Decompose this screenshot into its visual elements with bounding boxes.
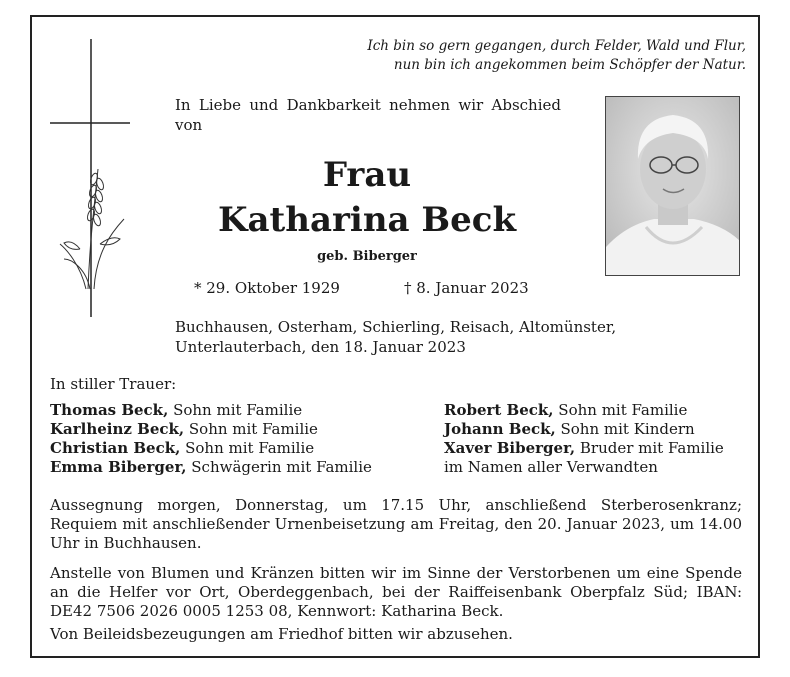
motto-line: Ich bin so gern gegangen, durch Felder, Wald und Flur, — [367, 38, 746, 54]
condolence-note: Von Beileidsbezeugungen am Friedhof bitten wir abzusehen. — [50, 625, 513, 643]
mourner-row — [444, 420, 724, 439]
obituary-card — [30, 15, 760, 658]
mourner-row — [50, 401, 372, 420]
mourner-row — [50, 439, 372, 458]
mourner-relation: im Namen aller Verwandten — [444, 458, 658, 476]
mourner-name: Thomas Beck, — [50, 401, 169, 419]
mourner-name: Johann Beck, — [444, 420, 556, 438]
deceased-title: Frau — [322, 155, 412, 195]
mourner-row — [50, 420, 372, 439]
birth-date: * 29. Oktober 1929 — [194, 279, 340, 297]
deceased-name: Katharina Beck — [217, 200, 517, 240]
mourner-relation: Bruder mit Familie — [575, 439, 724, 457]
places-line: Buchhausen, Osterham, Schierling, Reisach, Altomünster, — [175, 318, 617, 336]
mourner-relation: Schwägerin mit Familie — [186, 458, 372, 476]
mourner-name: Robert Beck, — [444, 401, 554, 419]
donation-info: Anstelle von Blumen und Kränzen bitten wir im Sinne der Verstorbenen um eine Spende an die Helfer vor Ort, Oberdeggenbach, bei der Raiffeisenbank Oberpfalz Süd; IBAN: DE42 7506 2026 0005 1253 08, Kennwort: Katharina Beck. — [50, 564, 742, 620]
maiden-name: geb. Biberger — [317, 249, 417, 264]
mourner-name: Emma Biberger, — [50, 458, 187, 476]
mourner-relation: Sohn mit Familie — [180, 439, 315, 457]
mourner-name: Xaver Biberger, — [444, 439, 576, 457]
mourner-row — [50, 458, 372, 477]
places-line: Unterlauterbach, den 18. Januar 2023 — [175, 338, 466, 356]
intro-text: In Liebe und Dankbarkeit nehmen wir Abschied von — [175, 96, 561, 134]
mourner-relation: Sohn mit Familie — [168, 401, 303, 419]
portrait-photo — [605, 96, 740, 276]
mourner-row — [444, 401, 724, 420]
motto-line: nun bin ich angekommen beim Schöpfer der Natur. — [393, 57, 746, 73]
mourners-right — [444, 401, 724, 477]
mourner-row — [444, 439, 724, 458]
mourner-relation: Sohn mit Familie — [553, 401, 688, 419]
mourners-left — [50, 401, 372, 477]
mourning-heading: In stiller Trauer: — [50, 375, 177, 393]
mourner-row — [444, 458, 724, 477]
mourner-relation: Sohn mit Kindern — [555, 420, 695, 438]
mourner-name: Christian Beck, — [50, 439, 181, 457]
funeral-info: Aussegnung morgen, Donnerstag, um 17.15 Uhr, anschließend Sterberosenkranz; Requiem mit anschließender Urnenbeisetzung am Freitag, den 20. Januar 2023, um 14.00 Uhr in Buchhausen. — [50, 496, 742, 552]
places-and-date — [175, 317, 675, 357]
motto — [316, 37, 746, 75]
mourner-name: Karlheinz Beck, — [50, 420, 185, 438]
death-date: † 8. Januar 2023 — [404, 279, 529, 297]
mourner-relation: Sohn mit Familie — [184, 420, 318, 438]
cross-with-wheat-icon — [50, 39, 132, 317]
portrait-illustration — [606, 97, 740, 276]
